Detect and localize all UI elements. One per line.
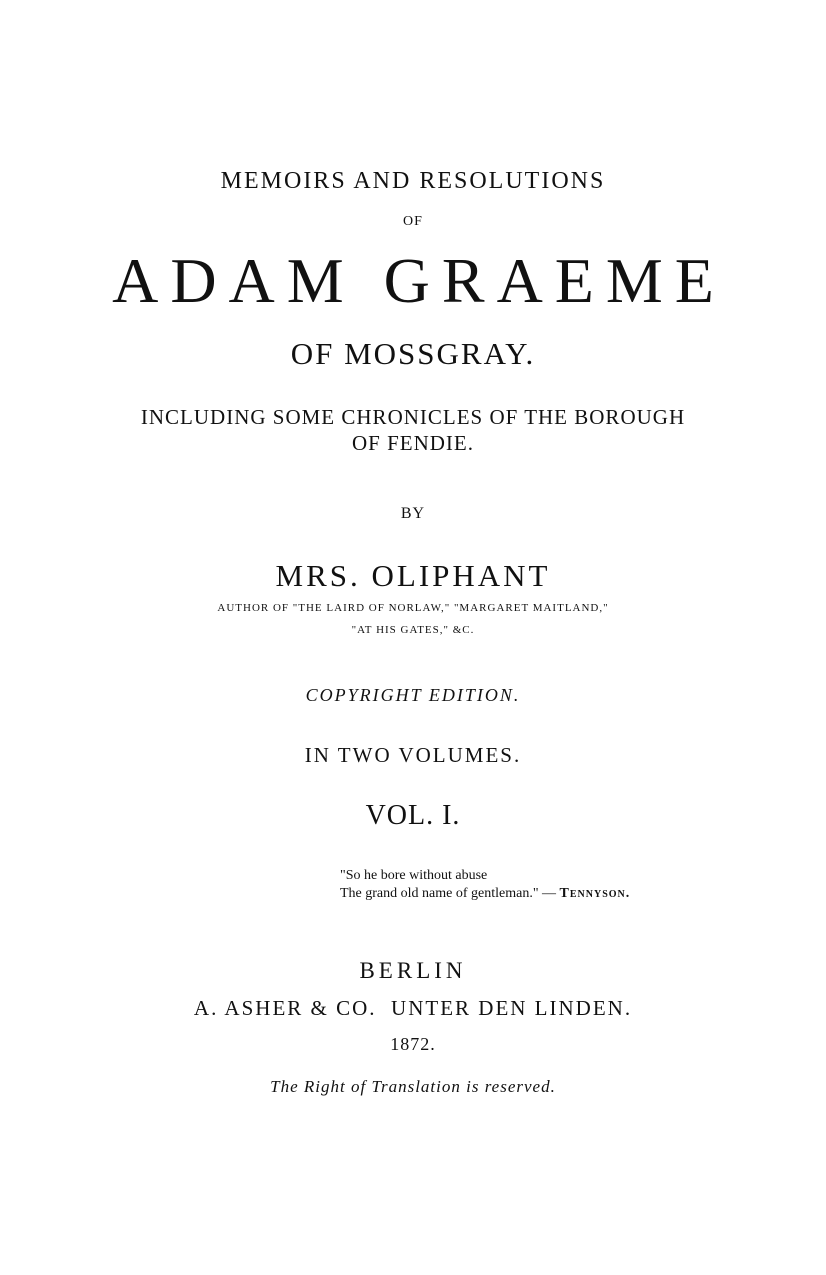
- publication-city: BERLIN: [359, 958, 467, 983]
- of-connector: OF: [403, 214, 423, 229]
- including-line-2: OF FENDIE.: [351, 431, 474, 455]
- title-place: OF MOSSGRAY.: [290, 336, 536, 371]
- volume-count: IN TWO VOLUMES.: [304, 743, 522, 767]
- other-works-line-2: "AT HIS GATES," &C.: [351, 624, 475, 636]
- author-name: MRS. OLIPHANT: [275, 558, 551, 593]
- publication-year: 1872.: [390, 1034, 436, 1054]
- epigraph-line-2: [340, 886, 780, 902]
- volume-number: VOL. I.: [365, 800, 461, 831]
- other-works-line-1: AUTHOR OF "THE LAIRD OF NORLAW," "MARGARET MAITLAND,": [217, 602, 609, 614]
- epigraph-line-2-text: The grand old name of gentleman." —: [340, 886, 557, 901]
- rights-notice: The Right of Translation is reserved.: [270, 1077, 556, 1096]
- by-line: BY: [400, 505, 426, 522]
- publisher: A. ASHER & CO. UNTER DEN LINDEN.: [193, 996, 633, 1020]
- edition-note: COPYRIGHT EDITION.: [305, 685, 521, 705]
- work-subtitle: MEMOIRS AND RESOLUTIONS: [220, 168, 606, 194]
- epigraph-line-1: "So he bore without abuse: [340, 868, 488, 883]
- epigraph-attribution: Tennyson.: [559, 886, 631, 901]
- book-title: ADAM GRAEME: [112, 245, 726, 316]
- including-line-1: INCLUDING SOME CHRONICLES OF THE BOROUGH: [140, 405, 686, 429]
